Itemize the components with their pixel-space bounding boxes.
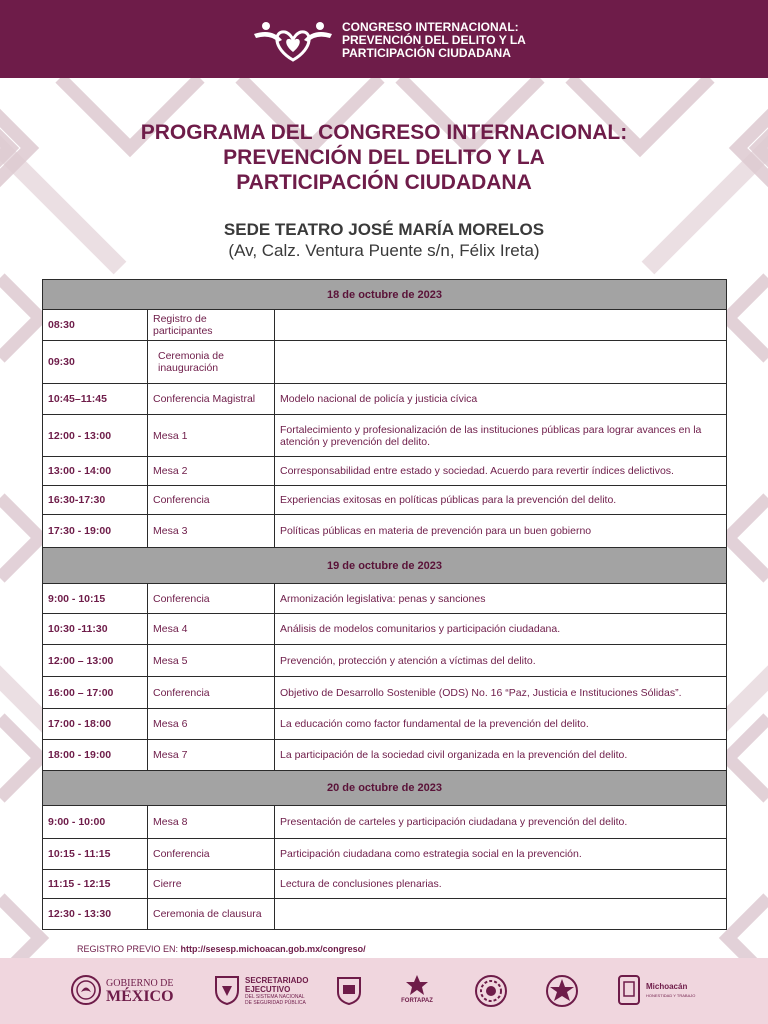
session-type: Conferencia — [148, 839, 275, 870]
session-topic: Lectura de conclusiones plenarias. — [275, 870, 727, 899]
schedule-row — [43, 515, 727, 548]
session-type: Mesa 4 — [148, 614, 275, 645]
session-topic: Armonización legislativa: penas y sanciones — [275, 584, 727, 614]
session-topic: Experiencias exitosas en políticas públicas para la prevención del delito. — [275, 486, 727, 515]
schedule-row — [43, 310, 727, 341]
session-time: 10:15 - 11:15 — [43, 839, 148, 870]
session-time: 18:00 - 19:00 — [43, 740, 148, 771]
session-type: Mesa 1 — [148, 415, 275, 457]
session-type: Mesa 3 — [148, 515, 275, 548]
schedule-row — [43, 415, 727, 457]
session-time: 9:00 - 10:15 — [43, 584, 148, 614]
session-type: Conferencia — [148, 584, 275, 614]
schedule-row — [43, 899, 727, 930]
session-time: 11:15 - 12:15 — [43, 870, 148, 899]
page-title-line: PREVENCIÓN DEL DELITO Y LA — [223, 146, 545, 169]
schedule-row — [43, 806, 727, 839]
session-topic: Presentación de carteles y participación ciudadana y prevención del delito. — [275, 806, 727, 839]
venue-address: (Av, Calz. Ventura Puente s/n, Félix Ireta) — [228, 241, 540, 260]
gobierno-line2: MÉXICO — [106, 988, 174, 1005]
session-time: 12:00 - 13:00 — [43, 415, 148, 457]
schedule-row — [43, 614, 727, 645]
gobierno-mexico-logo — [106, 978, 174, 1005]
session-topic — [275, 899, 727, 930]
secretariado-logo — [245, 976, 308, 1006]
session-time: 08:30 — [43, 310, 148, 341]
schedule-row — [43, 677, 727, 709]
session-time: 9:00 - 10:00 — [43, 806, 148, 839]
session-time: 10:30 -11:30 — [43, 614, 148, 645]
session-type: Mesa 5 — [148, 645, 275, 677]
session-time: 16:30-17:30 — [43, 486, 148, 515]
header-title-line: CONGRESO INTERNACIONAL: — [342, 20, 519, 34]
michoacan-sub: HONESTIDAD Y TRABAJO — [646, 993, 696, 998]
police-badge-icon — [335, 974, 363, 1006]
fortapaz-label: FORTAPAZ — [401, 998, 433, 1004]
session-type: Conferencia Magistral — [148, 384, 275, 415]
venue-name: SEDE TEATRO JOSÉ MARÍA MORELOS — [223, 220, 545, 239]
schedule-row — [43, 457, 727, 486]
session-time: 16:00 – 17:00 — [43, 677, 148, 709]
session-topic: La educación como factor fundamental de la prevención del delito. — [275, 709, 727, 740]
session-topic — [275, 310, 727, 341]
fortapaz-star-icon — [403, 974, 431, 996]
session-type: Mesa 6 — [148, 709, 275, 740]
title-block — [0, 120, 768, 261]
session-time: 17:30 - 19:00 — [43, 515, 148, 548]
schedule-row — [43, 341, 727, 384]
session-topic: La participación de la sociedad civil organizada en la prevención del delito. — [275, 740, 727, 771]
registration-label: REGISTRO PREVIO EN: — [77, 944, 179, 954]
session-topic: Fortalecimiento y profesionalización de las instituciones públicas para lograr avances en la atención y prevención del delito. — [275, 415, 727, 457]
congress-logo-icon — [252, 18, 334, 62]
registration-line — [77, 944, 366, 954]
day-header-row — [43, 548, 727, 584]
page-title — [0, 120, 768, 195]
star-badge-icon — [545, 974, 579, 1008]
day-header-row — [43, 771, 727, 806]
schedule-row — [43, 645, 727, 677]
registration-link[interactable]: http://sesesp.michoacan.gob.mx/congreso/ — [180, 944, 366, 954]
header-title-line: PARTICIPACIÓN CIUDADANA — [342, 46, 511, 60]
gobierno-line1: GOBIERNO DE — [106, 978, 174, 989]
session-type: Conferencia — [148, 486, 275, 515]
session-type: Conferencia — [148, 677, 275, 709]
session-type: Registro de participantes — [148, 310, 275, 341]
session-topic: Corresponsabilidad entre estado y sociedad. Acuerdo para revertir índices delictivos. — [275, 457, 727, 486]
session-time: 09:30 — [43, 341, 148, 384]
session-topic — [275, 341, 727, 384]
michoacan-shield-icon — [617, 974, 641, 1006]
session-topic: Objetivo de Desarrollo Sostenible (ODS) No. 16 “Paz, Justicia e Instituciones Sólidas”. — [275, 677, 727, 709]
session-time: 10:45–11:45 — [43, 384, 148, 415]
session-topic: Análisis de modelos comunitarios y participación ciudadana. — [275, 614, 727, 645]
session-topic: Prevención, protección y atención a víctimas del delito. — [275, 645, 727, 677]
header-title — [342, 21, 526, 60]
guard-emblem-icon — [474, 974, 508, 1008]
day-header: 18 de octubre de 2023 — [43, 280, 727, 310]
schedule-row — [43, 870, 727, 899]
secretariado-shield-icon — [214, 974, 240, 1006]
page-title-line: PARTICIPACIÓN CIUDADANA — [236, 171, 532, 194]
michoacan-label: Michoacán — [646, 982, 688, 991]
secretariado-sub: DE SEGURIDAD PÚBLICA — [245, 1000, 306, 1006]
header-title-line: PREVENCIÓN DEL DELITO Y LA — [342, 33, 526, 47]
schedule-row — [43, 384, 727, 415]
schedule-row — [43, 740, 727, 771]
session-type: Ceremonia de clausura — [148, 899, 275, 930]
schedule-table — [42, 279, 727, 930]
session-type: Mesa 2 — [148, 457, 275, 486]
day-header: 20 de octubre de 2023 — [43, 771, 727, 806]
session-topic: Participación ciudadana como estrategia social en la prevención. — [275, 839, 727, 870]
session-type: Ceremonia de inauguración — [148, 341, 275, 384]
footer-logos — [0, 958, 768, 1024]
secretariado-sub: DEL SISTEMA NACIONAL — [245, 994, 305, 1000]
session-type: Mesa 7 — [148, 740, 275, 771]
session-time: 13:00 - 14:00 — [43, 457, 148, 486]
mexico-seal-icon — [70, 974, 102, 1006]
header-banner — [0, 0, 768, 78]
session-time: 12:30 - 13:30 — [43, 899, 148, 930]
session-topic: Modelo nacional de policía y justicia cívica — [275, 384, 727, 415]
session-type: Mesa 8 — [148, 806, 275, 839]
schedule-row — [43, 709, 727, 740]
session-topic: Políticas públicas en materia de prevención para un buen gobierno — [275, 515, 727, 548]
day-header: 19 de octubre de 2023 — [43, 548, 727, 584]
session-time: 12:00 – 13:00 — [43, 645, 148, 677]
schedule-row — [43, 584, 727, 614]
session-time: 17:00 - 18:00 — [43, 709, 148, 740]
schedule-row — [43, 486, 727, 515]
secretariado-line: EJECUTIVO — [245, 985, 291, 994]
page-title-line: PROGRAMA DEL CONGRESO INTERNACIONAL: — [140, 121, 628, 144]
schedule-row — [43, 839, 727, 870]
day-header-row — [43, 280, 727, 310]
secretariado-line: SECRETARIADO — [245, 976, 309, 985]
session-type: Cierre — [148, 870, 275, 899]
